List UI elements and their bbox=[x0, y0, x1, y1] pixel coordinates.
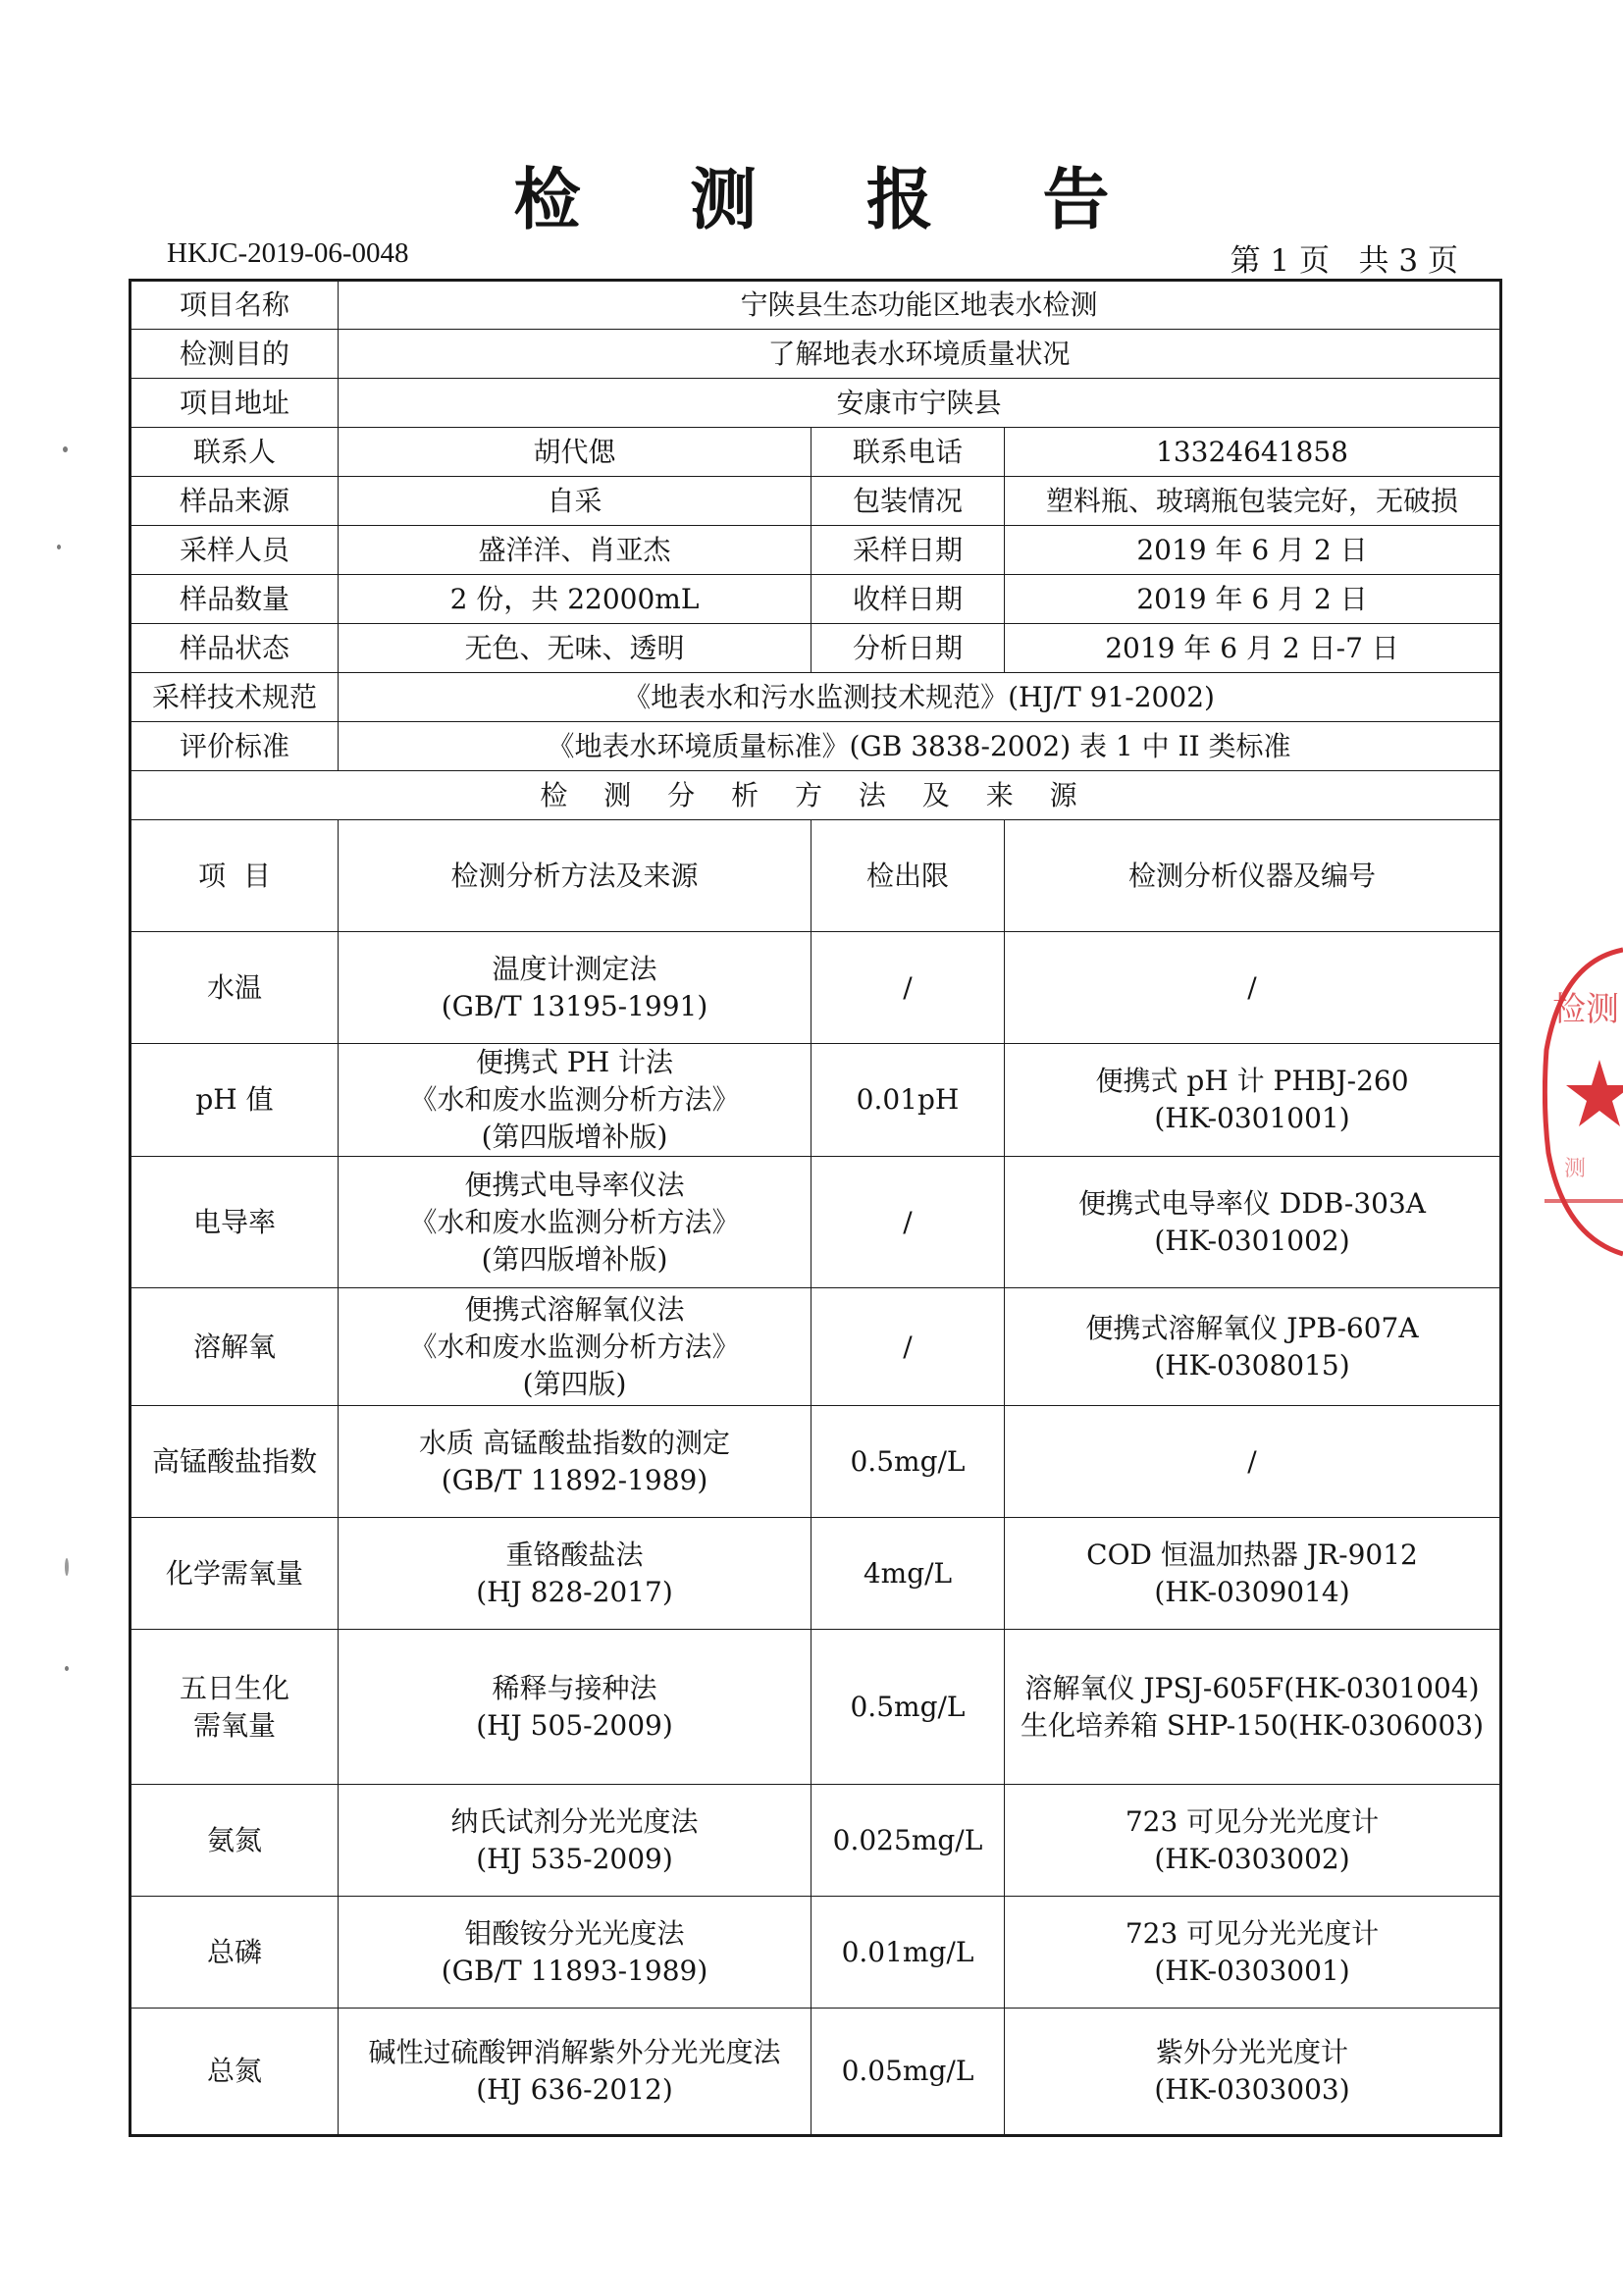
column-header-instrument: 检测分析仪器及编号 bbox=[1005, 820, 1501, 932]
contact-value: 胡代偲 bbox=[339, 428, 812, 477]
report-title: 检 测 报 告 bbox=[513, 161, 1153, 239]
method-cell-line: 便携式溶解氧仪法 bbox=[464, 1292, 685, 1326]
row-project-name bbox=[131, 281, 1501, 330]
source-value: 自采 bbox=[339, 477, 812, 526]
method-cell bbox=[339, 1288, 812, 1406]
instrument-cell-line: (HK-0303003) bbox=[1154, 2073, 1350, 2106]
column-header-limit: 检出限 bbox=[812, 820, 1005, 932]
item-cell bbox=[131, 1897, 339, 2009]
method-cell-line: 温度计测定法 bbox=[492, 952, 657, 985]
instrument-cell-line: 便携式电导率仪 DDB-303A bbox=[1077, 1186, 1427, 1220]
address-value: 安康市宁陕县 bbox=[339, 379, 1501, 428]
instrument-cell-line: 便携式 pH 计 PHBJ-260 bbox=[1095, 1065, 1409, 1097]
column-header-item: 项 目 bbox=[131, 820, 339, 932]
method-cell-line: 便携式 PH 计法 bbox=[475, 1046, 674, 1078]
red-seal-stamp bbox=[1543, 942, 1623, 1266]
row-section-title bbox=[131, 771, 1501, 820]
method-cell bbox=[339, 1157, 812, 1288]
instrument-cell-line: 紫外分光光度计 bbox=[1156, 2036, 1349, 2068]
method-cell-line: 《水和废水监测分析方法》 bbox=[409, 1205, 740, 1238]
purpose-value: 了解地表水环境质量状况 bbox=[339, 330, 1501, 379]
row-address bbox=[131, 379, 1501, 428]
limit-cell: 0.025mg/L bbox=[812, 1785, 1005, 1897]
method-cell-line: 钼酸铵分光光度法 bbox=[464, 1916, 685, 1950]
method-cell-line: 碱性过硫酸钾消解紫外分光光度法 bbox=[368, 2036, 781, 2068]
sampling-date-value: 2019 年 6 月 2 日 bbox=[1005, 526, 1501, 575]
purpose-label: 检测目的 bbox=[131, 330, 339, 379]
column-header-method: 检测分析方法及来源 bbox=[339, 820, 812, 932]
analysis-date-label: 分析日期 bbox=[812, 624, 1005, 673]
method-cell-line: (HJ 535-2009) bbox=[476, 1842, 673, 1875]
item-cell bbox=[131, 932, 339, 1044]
item-cell bbox=[131, 1288, 339, 1406]
row-standard bbox=[131, 722, 1501, 771]
method-cell-line: 稀释与接种法 bbox=[492, 1671, 657, 1704]
method-row bbox=[131, 1897, 1501, 2009]
limit-cell: 0.5mg/L bbox=[812, 1630, 1005, 1785]
item-cell-line: 水温 bbox=[206, 970, 262, 1004]
method-cell-line: (GB/T 13195-1991) bbox=[441, 989, 708, 1022]
item-cell-line: 氨氮 bbox=[206, 1823, 262, 1856]
instrument-cell-line: (HK-0303001) bbox=[1154, 1954, 1350, 1987]
row-state bbox=[131, 624, 1501, 673]
limit-cell: 0.05mg/L bbox=[812, 2009, 1005, 2136]
item-cell-line: 总磷 bbox=[206, 1935, 262, 1968]
instrument-cell-line: 溶解氧仪 JPSJ-605F(HK-0301004) bbox=[1024, 1671, 1480, 1704]
project-name-label: 项目名称 bbox=[131, 281, 339, 330]
row-purpose bbox=[131, 330, 1501, 379]
state-value: 无色、无味、透明 bbox=[339, 624, 812, 673]
method-cell-line: (第四版增补版) bbox=[481, 1242, 668, 1276]
instrument-cell bbox=[1005, 1897, 1501, 2009]
limit-cell: 4mg/L bbox=[812, 1518, 1005, 1630]
method-cell-line: 《水和废水监测分析方法》 bbox=[409, 1083, 740, 1116]
item-cell-line: 需氧量 bbox=[192, 1708, 276, 1742]
method-row bbox=[131, 1630, 1501, 1785]
instrument-cell-line: (HK-0301002) bbox=[1154, 1224, 1350, 1257]
limit-cell: / bbox=[812, 932, 1005, 1044]
instrument-cell bbox=[1005, 1157, 1501, 1288]
sampler-value: 盛洋洋、肖亚杰 bbox=[339, 526, 812, 575]
row-source bbox=[131, 477, 1501, 526]
instrument-cell bbox=[1005, 1288, 1501, 1406]
method-row bbox=[131, 1406, 1501, 1518]
item-cell-line: 总氮 bbox=[206, 2055, 262, 2087]
instrument-cell-line: 723 可见分光光度计 bbox=[1125, 1804, 1380, 1838]
item-cell-line: 电导率 bbox=[192, 1205, 276, 1238]
instrument-cell bbox=[1005, 2009, 1501, 2136]
stamp-text: 检测 bbox=[1552, 990, 1619, 1029]
standard-value: 《地表水环境质量标准》(GB 3838-2002) 表 1 中 II 类标准 bbox=[339, 722, 1501, 771]
item-cell bbox=[131, 1785, 339, 1897]
instrument-cell-line: (HK-0303002) bbox=[1154, 1842, 1350, 1875]
source-label: 样品来源 bbox=[131, 477, 339, 526]
instrument-cell-line: 生化培养箱 SHP-150(HK-0306003) bbox=[1020, 1708, 1485, 1742]
method-cell-line: (HJ 636-2012) bbox=[476, 2073, 673, 2106]
item-cell-line: 化学需氧量 bbox=[165, 1556, 303, 1590]
methods-section-title: 检 测 分 析 方 法 及 来 源 bbox=[131, 771, 1501, 820]
quantity-label: 样品数量 bbox=[131, 575, 339, 624]
project-name-value: 宁陕县生态功能区地表水检测 bbox=[339, 281, 1501, 330]
item-cell-line: pH 值 bbox=[195, 1083, 274, 1116]
item-cell-line: 溶解氧 bbox=[192, 1330, 276, 1363]
scan-speck bbox=[65, 1558, 69, 1576]
instrument-cell-line: (HK-0308015) bbox=[1154, 1348, 1350, 1382]
row-contact bbox=[131, 428, 1501, 477]
spec-value: 《地表水和污水监测技术规范》(HJ/T 91-2002) bbox=[339, 673, 1501, 722]
method-cell-line: 便携式电导率仪法 bbox=[464, 1168, 685, 1201]
limit-cell: / bbox=[812, 1157, 1005, 1288]
scan-speck bbox=[57, 545, 61, 549]
method-cell bbox=[339, 2009, 812, 2136]
state-label: 样品状态 bbox=[131, 624, 339, 673]
limit-cell: 0.01pH bbox=[812, 1044, 1005, 1157]
instrument-cell-line: / bbox=[1247, 1444, 1257, 1478]
instrument-cell bbox=[1005, 1044, 1501, 1157]
row-quantity bbox=[131, 575, 1501, 624]
report-table bbox=[129, 279, 1502, 2137]
instrument-cell bbox=[1005, 1630, 1501, 1785]
instrument-cell bbox=[1005, 1785, 1501, 1897]
item-cell-line: 高锰酸盐指数 bbox=[151, 1444, 317, 1478]
method-cell bbox=[339, 1630, 812, 1785]
instrument-cell-line: 便携式溶解氧仪 JPB-607A bbox=[1085, 1311, 1419, 1344]
method-cell-line: 水质 高锰酸盐指数的测定 bbox=[419, 1426, 730, 1459]
phone-value: 13324641858 bbox=[1005, 428, 1501, 477]
scan-speck bbox=[65, 1666, 69, 1671]
item-cell bbox=[131, 1630, 339, 1785]
item-cell bbox=[131, 1044, 339, 1157]
method-row bbox=[131, 932, 1501, 1044]
method-row bbox=[131, 1785, 1501, 1897]
method-row bbox=[131, 1157, 1501, 1288]
instrument-cell bbox=[1005, 1406, 1501, 1518]
item-cell-line: 五日生化 bbox=[179, 1671, 289, 1704]
limit-cell: 0.01mg/L bbox=[812, 1897, 1005, 2009]
quantity-value: 2 份，共 22000mL bbox=[339, 575, 812, 624]
instrument-cell-line: (HK-0301001) bbox=[1154, 1102, 1350, 1134]
phone-label: 联系电话 bbox=[812, 428, 1005, 477]
spec-label: 采样技术规范 bbox=[131, 673, 339, 722]
sampler-label: 采样人员 bbox=[131, 526, 339, 575]
row-sampler bbox=[131, 526, 1501, 575]
instrument-cell-line: COD 恒温加热器 JR-9012 bbox=[1086, 1538, 1418, 1571]
methods-header-row bbox=[131, 820, 1501, 932]
limit-cell: 0.5mg/L bbox=[812, 1406, 1005, 1518]
row-spec bbox=[131, 673, 1501, 722]
method-row bbox=[131, 1288, 1501, 1406]
method-cell bbox=[339, 1044, 812, 1157]
method-cell bbox=[339, 932, 812, 1044]
method-row bbox=[131, 2009, 1501, 2136]
document-number: HKJC-2019-06-0048 bbox=[167, 237, 409, 269]
standard-label: 评价标准 bbox=[131, 722, 339, 771]
method-cell bbox=[339, 1785, 812, 1897]
method-cell-line: (HJ 505-2009) bbox=[476, 1708, 673, 1742]
instrument-cell bbox=[1005, 1518, 1501, 1630]
instrument-cell-line: (HK-0309014) bbox=[1154, 1575, 1350, 1608]
receipt-date-label: 收样日期 bbox=[812, 575, 1005, 624]
analysis-date-value: 2019 年 6 月 2 日-7 日 bbox=[1005, 624, 1501, 673]
method-cell-line: 重铬酸盐法 bbox=[505, 1538, 644, 1571]
item-cell bbox=[131, 2009, 339, 2136]
limit-cell: / bbox=[812, 1288, 1005, 1406]
address-label: 项目地址 bbox=[131, 379, 339, 428]
sampling-date-label: 采样日期 bbox=[812, 526, 1005, 575]
method-cell-line: (GB/T 11892-1989) bbox=[441, 1463, 708, 1496]
method-cell-line: 《水和废水监测分析方法》 bbox=[409, 1330, 740, 1363]
contact-label: 联系人 bbox=[131, 428, 339, 477]
page-info: 第 1 页 共 3 页 bbox=[1230, 243, 1458, 279]
instrument-cell bbox=[1005, 932, 1501, 1044]
packaging-value: 塑料瓶、玻璃瓶包装完好，无破损 bbox=[1005, 477, 1501, 526]
method-cell bbox=[339, 1518, 812, 1630]
instrument-cell-line: 723 可见分光光度计 bbox=[1125, 1916, 1380, 1950]
item-cell bbox=[131, 1518, 339, 1630]
packaging-label: 包装情况 bbox=[812, 477, 1005, 526]
method-cell bbox=[339, 1897, 812, 2009]
method-cell-line: (HJ 828-2017) bbox=[476, 1575, 673, 1608]
method-row bbox=[131, 1518, 1501, 1630]
method-cell-line: (GB/T 11893-1989) bbox=[441, 1954, 708, 1987]
method-cell-line: (第四版增补版) bbox=[481, 1121, 668, 1153]
report-table-body bbox=[131, 281, 1501, 2136]
instrument-cell-line: / bbox=[1247, 970, 1257, 1004]
scan-speck bbox=[63, 446, 68, 452]
method-cell-line: 纳氏试剂分光光度法 bbox=[450, 1804, 699, 1838]
item-cell bbox=[131, 1157, 339, 1288]
method-cell-line: (第四版) bbox=[522, 1367, 627, 1400]
method-row bbox=[131, 1044, 1501, 1157]
stamp-text-lower: 测 bbox=[1564, 1157, 1587, 1181]
receipt-date-value: 2019 年 6 月 2 日 bbox=[1005, 575, 1501, 624]
method-cell bbox=[339, 1406, 812, 1518]
item-cell bbox=[131, 1406, 339, 1518]
